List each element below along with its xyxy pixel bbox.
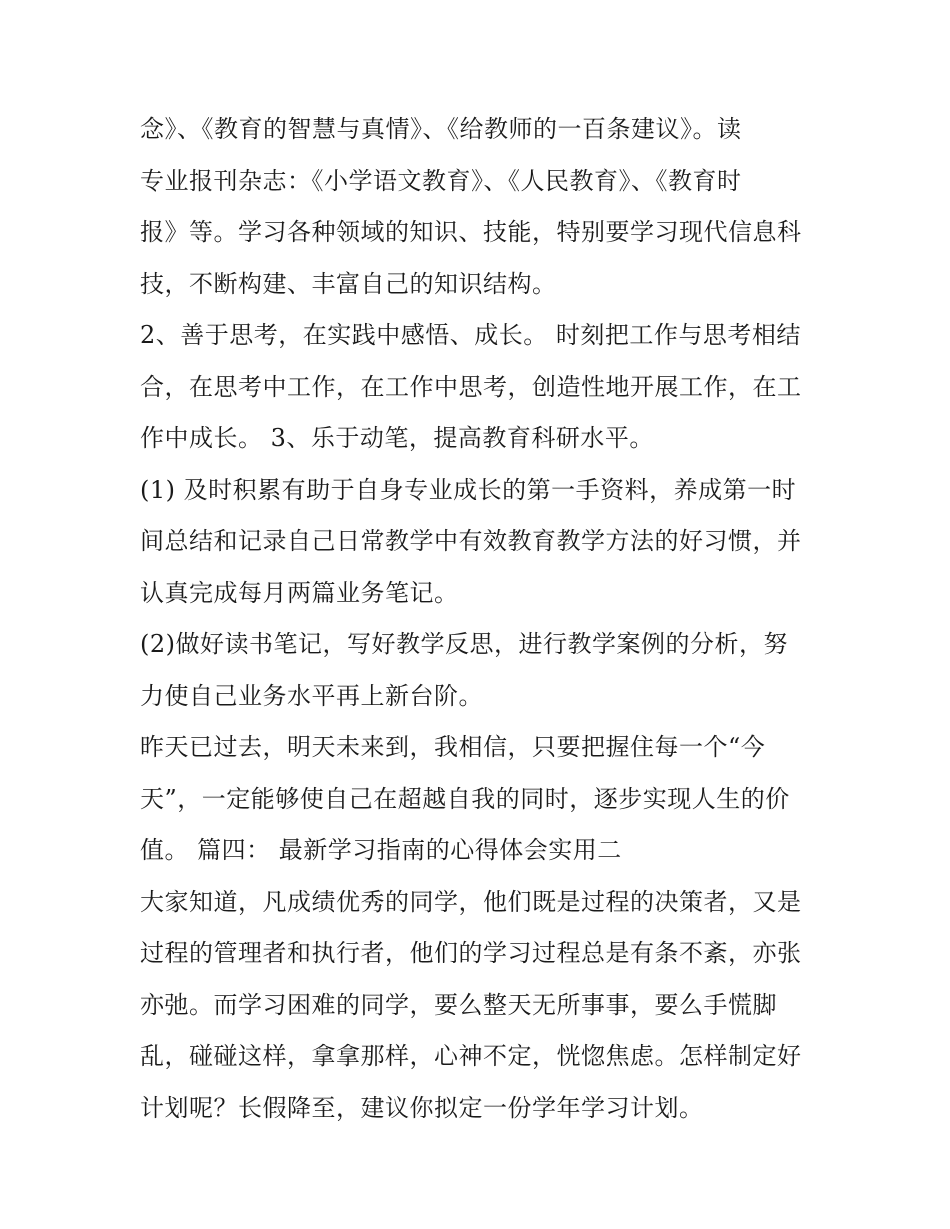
text-line: 技，不断构建、丰富自己的知识结构。 — [140, 269, 557, 298]
text-line: 乱，碰碰这样，拿拿那样，心神不定，恍惚焦虑。怎样制定好 — [140, 1042, 802, 1070]
text-line: 力使自己业务水平再上新台阶。 — [140, 681, 483, 710]
text-line: 报》等。学习各种领域的知识、技能，特别要学习现代信息科 — [140, 218, 802, 246]
text-line: 计划呢？长假降至，建议你拟定一份学年学习计划。 — [140, 1093, 704, 1122]
text-line: (2)做好读书笔记，写好教学反思，进行教学案例的分析，努 — [140, 630, 788, 658]
text-line: 值。 篇四： 最新学习指南的心得体会实用二 — [140, 836, 622, 864]
text-line: 合，在思考中工作，在工作中思考，创造性地开展工作，在工 — [140, 372, 802, 401]
text-line: 念》、《教育的智慧与真情》、《给教师的一百条建议》。读 — [140, 115, 742, 143]
text-line: 天”，一定能够使自己在超越自我的同时，逐步实现人生的价 — [140, 784, 790, 813]
text-line: 专业报刊杂志：《小学语文教育》、《人民教育》、《教育时 — [140, 166, 742, 195]
text-line: 作中成长。 3、乐于动笔，提高教育科研水平。 — [140, 424, 654, 452]
text-line: 间总结和记录自己日常教学中有效教育教学方法的好习惯，并 — [140, 527, 802, 555]
text-line: 昨天已过去，明天未来到，我相信，只要把握住每一个“今 — [140, 733, 766, 761]
text-line: 认真完成每月两篇业务笔记。 — [140, 578, 459, 607]
text-line: 2、善于思考，在实践中感悟、成长。 时刻把工作与思考相结 — [140, 321, 801, 349]
text-line: (1) 及时积累有助于自身专业成长的第一手资料，养成第一时 — [140, 475, 797, 504]
document-body — [140, 104, 820, 1134]
text-line: 大家知道，凡成绩优秀的同学，他们既是过程的决策者，又是 — [140, 887, 802, 916]
text-line: 过程的管理者和执行者，他们的学习过程总是有条不紊，亦张 — [140, 939, 802, 967]
text-line: 亦弛。而学习困难的同学，要么整天无所事事，要么手慌脚 — [140, 990, 777, 1019]
